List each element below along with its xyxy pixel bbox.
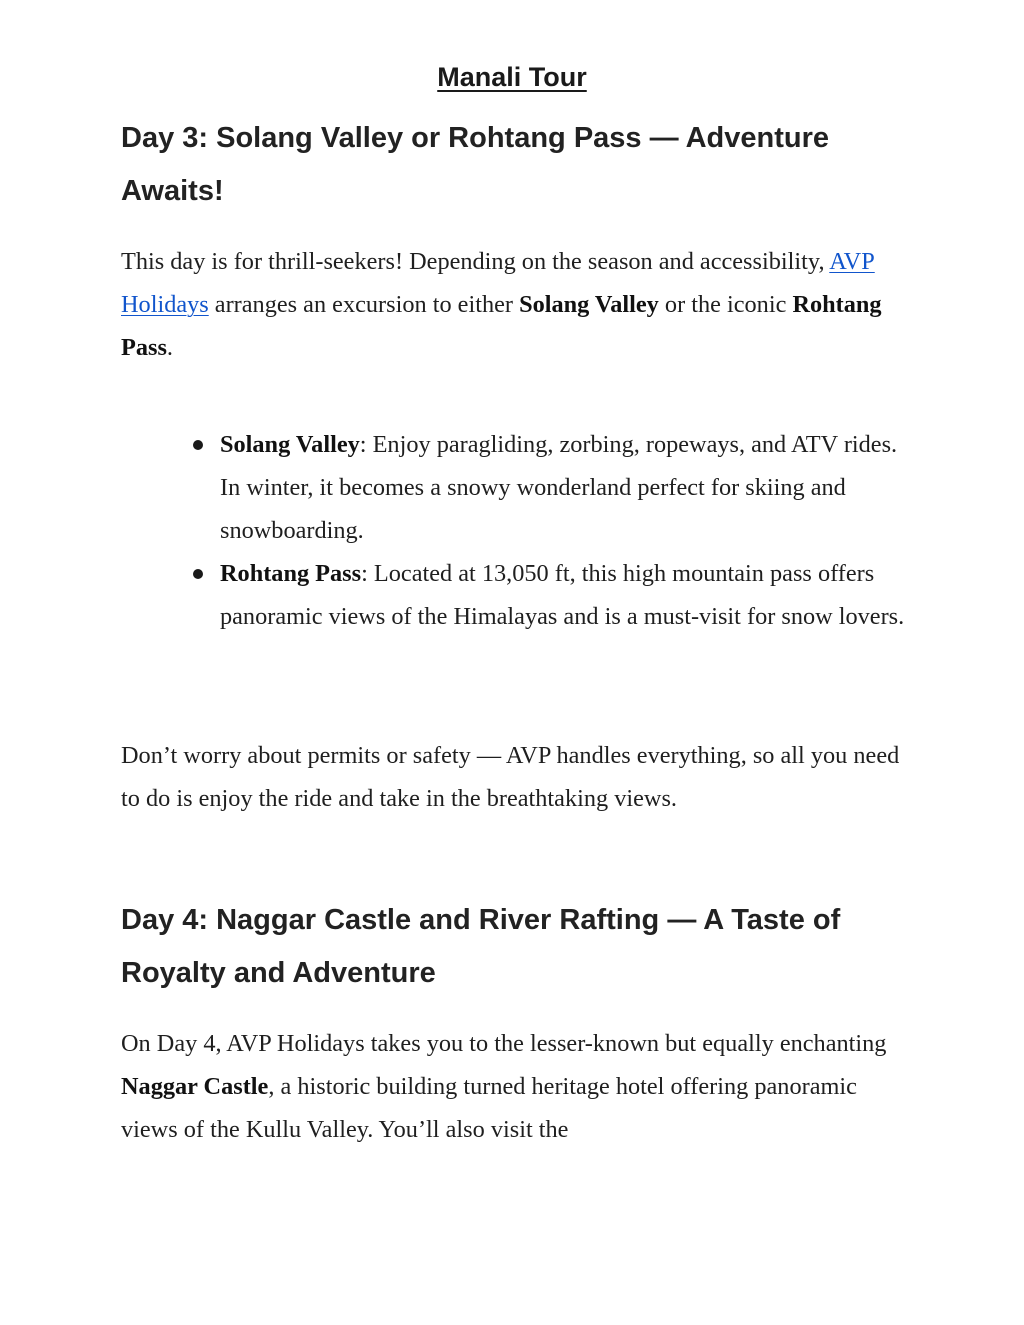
document-title: Manali Tour xyxy=(437,62,587,92)
day4-intro-paragraph xyxy=(121,1022,901,1151)
day3-intro-text-1: This day is for thrill-seekers! Depending on the season and accessibility, xyxy=(121,248,830,275)
day4-intro-text-2: , a historic building turned heritage hotel offering panoramic views of the Kullu Valley. You’ll also visit the xyxy=(121,1073,857,1143)
list-item xyxy=(190,423,910,552)
day3-intro-text-3: or the iconic xyxy=(658,291,793,318)
bullet-icon xyxy=(193,569,203,579)
day3-intro-text-2: arranges an excursion to either xyxy=(208,291,520,318)
bullet-term: Solang Valley xyxy=(220,431,360,458)
bullet-icon xyxy=(193,440,203,450)
bullet-description: : Located at 13,050 ft, this high mountain pass offers panoramic views of the Himalayas and is a must-visit for snow lovers. xyxy=(220,560,905,630)
bullet-description: : Enjoy paragliding, zorbing, ropeways, and ATV rides. In winter, it becomes a snowy wonderland perfect for skiing and snowboarding. xyxy=(220,431,898,544)
day3-intro-paragraph xyxy=(121,240,901,369)
day4-intro-text-1: On Day 4, AVP Holidays takes you to the lesser-known but equally enchanting xyxy=(121,1030,887,1057)
naggar-castle-bold: Naggar Castle xyxy=(121,1073,269,1100)
day3-bullet-list xyxy=(190,423,910,638)
list-item xyxy=(190,552,910,638)
bullet-text xyxy=(220,431,897,544)
avp-holidays-link[interactable]: AVP Holidays xyxy=(121,248,875,318)
solang-valley-bold: Solang Valley xyxy=(519,291,659,318)
day3-heading: Day 3: Solang Valley or Rohtang Pass — Adventure Awaits! xyxy=(121,122,830,207)
day3-closing-paragraph: Don’t worry about permits or safety — AVP handles everything, so all you need to do is enjoy the ride and take in the breathtaking views. xyxy=(121,742,900,812)
day3-intro-text-4: . xyxy=(166,334,173,361)
bullet-text xyxy=(220,560,904,630)
bullet-term: Rohtang Pass xyxy=(220,560,362,587)
day4-heading: Day 4: Naggar Castle and River Rafting — A Taste of Royalty and Adventure xyxy=(121,904,841,989)
rohtang-pass-bold: Rohtang Pass xyxy=(121,291,882,361)
